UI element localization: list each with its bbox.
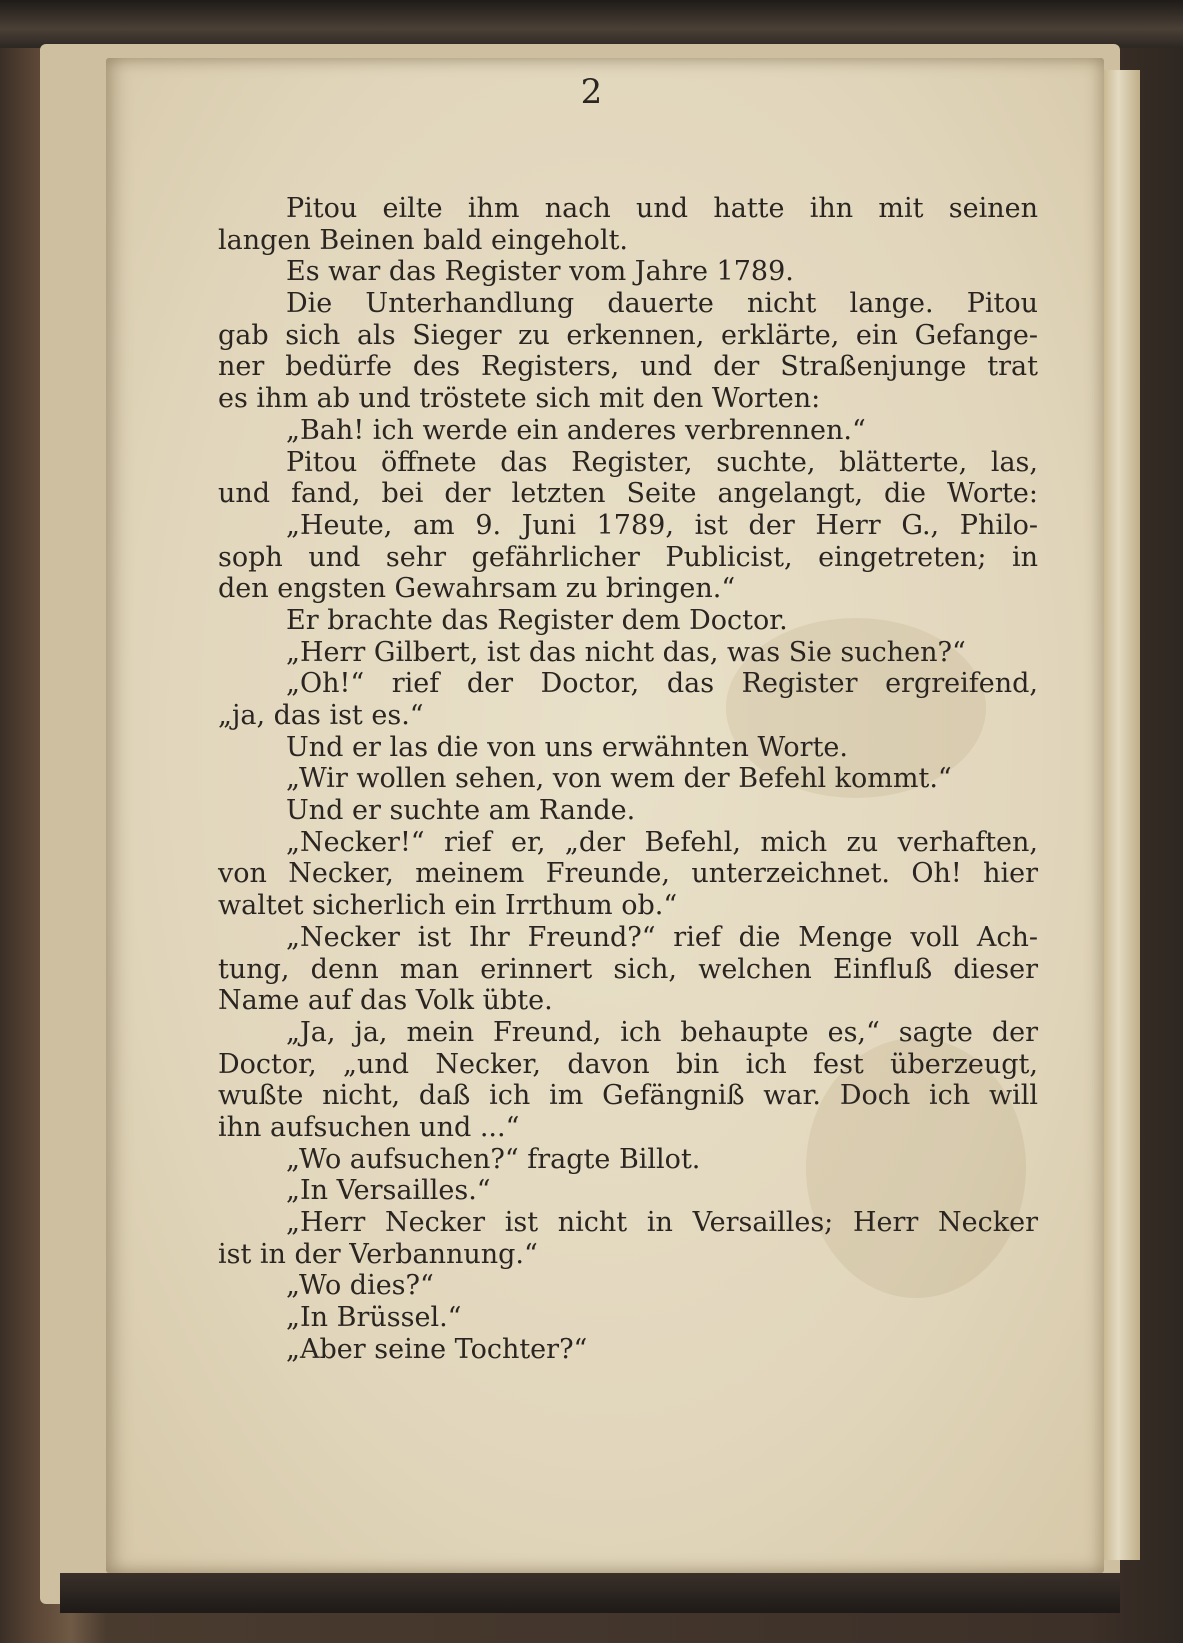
book-bottom-edge bbox=[60, 1573, 1120, 1613]
book-spine-top bbox=[0, 0, 1183, 48]
text-line: ihn aufsuchen und ...“ bbox=[218, 1111, 520, 1143]
text-line: es ihm ab und tröstete sich mit den Worten: bbox=[218, 383, 821, 415]
text-line: „Heute, am 9. Juni 1789, ist der Herr G., Philo- bbox=[286, 509, 1038, 541]
page-number: 2 bbox=[580, 72, 603, 112]
text-line: „Wo aufsuchen?“ fragte Billot. bbox=[286, 1143, 701, 1175]
text-line: ner bedürfe des Registers, und der Straßenjunge trat bbox=[218, 351, 1038, 383]
text-line: „ja, das ist es.“ bbox=[218, 700, 424, 731]
text-line: von Necker, meinem Freunde, unterzeichnet. Oh! hier bbox=[218, 858, 1038, 890]
text-line: „Oh!“ rief der Doctor, das Register ergreifend, bbox=[286, 668, 1038, 700]
text-line: Er brachte das Register dem Doctor. bbox=[286, 604, 788, 636]
text-line: „Ja, ja, mein Freund, ich behaupte es,“ sagte der bbox=[286, 1016, 1038, 1048]
text-line: Pitou eilte ihm nach und hatte ihn mit seinen bbox=[286, 193, 1038, 224]
text-line: tung, denn man erinnert sich, welchen Einfluß dieser bbox=[218, 953, 1038, 985]
text-line: „Herr Necker ist nicht in Versailles; Herr Necker bbox=[286, 1207, 1038, 1238]
text-line: „Aber seine Tochter?“ bbox=[286, 1333, 588, 1365]
text-line: soph und sehr gefährlicher Publicist, eingetreten; in bbox=[218, 541, 1038, 573]
text-line: „Bah! ich werde ein anderes verbrennen.“ bbox=[286, 414, 866, 446]
text-line: langen Beinen bald eingeholt. bbox=[218, 224, 629, 256]
page-text bbox=[218, 193, 1038, 1365]
text-line: „Herr Gilbert, ist das nicht das, was Sie suchen?“ bbox=[286, 636, 966, 668]
text-line: waltet sicherlich ein Irrthum ob.“ bbox=[218, 890, 678, 922]
text-line: den engsten Gewahrsam zu bringen.“ bbox=[218, 573, 736, 605]
text-line: „Wo dies?“ bbox=[286, 1270, 434, 1302]
text-line: und fand, bei der letzten Seite angelangt, die Worte: bbox=[218, 478, 1038, 510]
text-line: „In Versailles.“ bbox=[286, 1175, 491, 1207]
page-right-edge bbox=[1104, 70, 1140, 1560]
text-line: Doctor, „und Necker, davon bin ich fest überzeugt, bbox=[218, 1048, 1038, 1080]
text-line: ist in der Verbannung.“ bbox=[218, 1238, 538, 1270]
text-line: Und er las die von uns erwähnten Worte. bbox=[286, 731, 848, 763]
text-line: gab sich als Sieger zu erkennen, erklärte, ein Gefange- bbox=[218, 319, 1038, 351]
text-line: „Wir wollen sehen, von wem der Befehl kommt.“ bbox=[286, 763, 952, 795]
text-line: „Necker ist Ihr Freund?“ rief die Menge voll Ach- bbox=[286, 921, 1038, 953]
text-line: Es war das Register vom Jahre 1789. bbox=[286, 256, 794, 288]
text-line: Pitou öffnete das Register, suchte, blätterte, las, bbox=[286, 446, 1038, 478]
text-line: „Necker!“ rief er, „der Befehl, mich zu verhaften, bbox=[286, 826, 1038, 858]
text-line: Name auf das Volk übte. bbox=[218, 985, 553, 1017]
text-line: Die Unterhandlung dauerte nicht lange. Pitou bbox=[286, 288, 1038, 320]
text-line: „In Brüssel.“ bbox=[286, 1302, 462, 1334]
text-line: Und er suchte am Rande. bbox=[286, 795, 636, 827]
text-line: wußte nicht, daß ich im Gefängniß war. Doch ich will bbox=[218, 1080, 1038, 1112]
